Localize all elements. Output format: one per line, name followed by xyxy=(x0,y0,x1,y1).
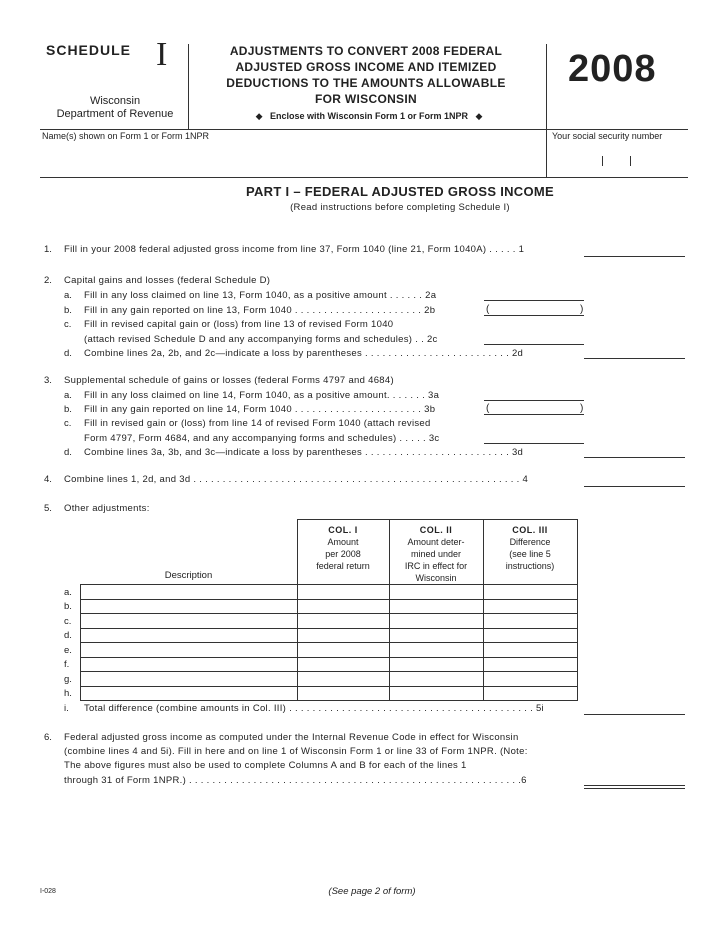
id-row-top-rule xyxy=(40,129,688,130)
row-a-col3[interactable] xyxy=(483,585,577,600)
header-divider-right xyxy=(546,44,547,129)
line-2b-close-paren: ) xyxy=(580,304,584,315)
line-3-number: 3. xyxy=(44,375,52,386)
row-e-col2[interactable] xyxy=(389,643,483,658)
table-row xyxy=(81,614,578,629)
col1-desc-2: per 2008 xyxy=(325,549,361,559)
line-6-text-4: through 31 of Form 1NPR.) . . . . . . . . . . . . . . . . . . . . . . . . . . . . . . . . . . . . . . . . . . . . . . . . . . . . . . . . .6 xyxy=(64,775,527,786)
dept-line1: Wisconsin xyxy=(89,95,141,107)
row-e-col1[interactable] xyxy=(297,643,389,658)
table-row xyxy=(81,585,578,600)
line-1-amount[interactable] xyxy=(584,256,685,257)
row-f-col2[interactable] xyxy=(389,657,483,672)
title-line-3: DEDUCTIONS TO THE AMOUNTS ALLOWABLE xyxy=(226,76,506,90)
col3-header xyxy=(483,520,577,585)
page-note: (See page 2 of form) xyxy=(328,886,416,897)
row-d-col2[interactable] xyxy=(389,628,483,643)
line-6-double-rule xyxy=(584,788,685,789)
col3-desc-1: Difference xyxy=(509,537,551,547)
adjustments-table xyxy=(80,519,578,701)
row-b-col1[interactable] xyxy=(297,599,389,614)
row-b-description[interactable] xyxy=(81,599,298,614)
title-line-2: ADJUSTED GROSS INCOME AND ITEMIZED xyxy=(235,60,497,74)
line-4-text: Combine lines 1, 2d, and 3d . . . . . . . . . . . . . . . . . . . . . . . . . . . . . . . . . . . . . . . . . . . . . . . . . . . . . . . . 4 xyxy=(64,474,529,485)
line-6-number: 6. xyxy=(44,732,52,743)
line-3a-number: a. xyxy=(64,390,72,401)
line-6-text-1: Federal adjusted gross income as computed under the Internal Revenue Code in effect for Wisconsin xyxy=(64,732,519,743)
col1-desc-1: Amount xyxy=(327,537,359,547)
col1-desc-3: federal return xyxy=(316,561,370,571)
line-2b-amount[interactable] xyxy=(484,315,584,316)
row-e-description[interactable] xyxy=(81,643,298,658)
line-3c-number: c. xyxy=(64,418,72,429)
row-label-g: g. xyxy=(64,674,72,685)
line-2b-text: Fill in any gain reported on line 13, Form 1040 . . . . . . . . . . . . . . . . . . . . . . 2b xyxy=(84,305,436,316)
tax-year: 2008 xyxy=(568,48,657,90)
row-d-col1[interactable] xyxy=(297,628,389,643)
diamond-icon: ◆ xyxy=(255,111,263,121)
row-h-col2[interactable] xyxy=(389,686,483,701)
line-2-text: Capital gains and losses (federal Schedule D) xyxy=(64,275,271,286)
ssn-label: Your social security number xyxy=(552,131,663,141)
line-5i-number: i. xyxy=(64,703,69,714)
header-divider-left xyxy=(188,44,189,129)
col3-desc-2: (see line 5 xyxy=(509,549,551,559)
col2-title: COL. II xyxy=(419,525,453,535)
row-b-col2[interactable] xyxy=(389,599,483,614)
row-g-col3[interactable] xyxy=(483,672,577,687)
row-e-col3[interactable] xyxy=(483,643,577,658)
line-3c-text-cont: Form 4797, Form 4684, and any accompanying forms and schedules) . . . . . 3c xyxy=(84,433,440,444)
names-label: Name(s) shown on Form 1 or Form 1NPR xyxy=(42,131,210,141)
row-g-col2[interactable] xyxy=(389,672,483,687)
id-row-bottom-rule xyxy=(40,177,688,178)
line-4-number: 4. xyxy=(44,474,52,485)
row-g-col1[interactable] xyxy=(297,672,389,687)
line-3d-text: Combine lines 3a, 3b, and 3c—indicate a loss by parentheses . . . . . . . . . . . . . . . . . . . . . . . . . 3d xyxy=(84,447,524,458)
row-a-col2[interactable] xyxy=(389,585,483,600)
line-1-text: Fill in your 2008 federal adjusted gross income from line 37, Form 1040 (line 21, Form 1040A) . . . . . 1 xyxy=(64,244,525,255)
form-title xyxy=(212,43,520,107)
row-label-e: e. xyxy=(64,645,72,656)
table-row xyxy=(81,686,578,701)
line-2c-number: c. xyxy=(64,319,72,330)
description-header: Description xyxy=(164,570,213,581)
line-2d-text: Combine lines 2a, 2b, and 2c—indicate a loss by parentheses . . . . . . . . . . . . . . . . . . . . . . . . . 2d xyxy=(84,348,524,359)
table-row xyxy=(81,672,578,687)
title-line-4: FOR WISCONSIN xyxy=(315,92,417,106)
col1-header xyxy=(297,520,389,585)
line-6-text-3: The above figures must also be used to complete Columns A and B for each of the lines 1 xyxy=(64,760,467,771)
row-a-col1[interactable] xyxy=(297,585,389,600)
row-h-col3[interactable] xyxy=(483,686,577,701)
row-a-description[interactable] xyxy=(81,585,298,600)
table-row xyxy=(81,657,578,672)
names-field[interactable] xyxy=(44,142,542,174)
row-label-f: f. xyxy=(64,659,70,670)
row-c-col2[interactable] xyxy=(389,614,483,629)
schedule-label: SCHEDULE xyxy=(46,42,132,58)
line-6-text-2: (combine lines 4 and 5i). Fill in here and on line 1 of Wisconsin Form 1 or line 33 of Form 1NPR. (Note: xyxy=(64,746,528,757)
row-g-description[interactable] xyxy=(81,672,298,687)
row-c-col1[interactable] xyxy=(297,614,389,629)
row-label-d: d. xyxy=(64,630,72,641)
line-2d-number: d. xyxy=(64,348,72,359)
line-2-number: 2. xyxy=(44,275,52,286)
col2-desc-1: Amount deter- xyxy=(407,537,465,547)
row-f-col3[interactable] xyxy=(483,657,577,672)
line-2b-open-paren: ( xyxy=(486,304,490,315)
line-2c-text-cont: (attach revised Schedule D and any accompanying forms and schedules) . . 2c xyxy=(84,334,438,345)
enclose-note xyxy=(224,111,514,122)
table-row xyxy=(81,628,578,643)
ssn-tick-2 xyxy=(630,156,631,166)
ssn-tick-1 xyxy=(602,156,603,166)
table-row xyxy=(81,599,578,614)
line-2a-number: a. xyxy=(64,290,72,301)
row-d-col3[interactable] xyxy=(483,628,577,643)
line-4-amount[interactable] xyxy=(584,486,685,487)
form-code: I-028 xyxy=(40,888,56,895)
ssn-field[interactable] xyxy=(550,142,686,174)
col2-desc-3: IRC in effect for xyxy=(404,561,468,571)
part-subtitle: (Read instructions before completing Schedule I) xyxy=(290,202,510,213)
line-3b-amount[interactable] xyxy=(484,414,584,415)
line-2d-amount[interactable] xyxy=(584,358,685,359)
description-header-cell xyxy=(81,520,298,585)
row-f-col1[interactable] xyxy=(297,657,389,672)
row-h-description[interactable] xyxy=(81,686,298,701)
line-3a-text: Fill in any loss claimed on line 14, Form 1040, as a positive amount. . . . . . . 3a xyxy=(84,390,440,401)
row-h-col1[interactable] xyxy=(297,686,389,701)
col3-desc-3: instructions) xyxy=(505,561,555,571)
col2-desc-2: mined under xyxy=(410,549,462,559)
row-label-a: a. xyxy=(64,587,72,598)
col3-title: COL. III xyxy=(512,525,548,535)
dept-line2: Department of Revenue xyxy=(56,108,174,120)
part-title: PART I – FEDERAL ADJUSTED GROSS INCOME xyxy=(245,184,555,199)
col2-desc-4: Wisconsin xyxy=(415,573,457,583)
row-label-h: h. xyxy=(64,688,72,699)
row-label-b: b. xyxy=(64,601,72,612)
line-6-amount[interactable] xyxy=(584,785,685,786)
row-label-c: c. xyxy=(64,616,72,627)
line-3c-text: Fill in revised gain or (loss) from line 14 of revised Form 1040 (attach revised xyxy=(84,418,431,429)
enclose-text: Enclose with Wisconsin Form 1 or Form 1NPR xyxy=(270,111,468,121)
id-row-divider xyxy=(546,129,547,177)
line-3b-close-paren: ) xyxy=(580,403,584,414)
line-2a-amount[interactable] xyxy=(484,300,584,301)
line-2a-text: Fill in any loss claimed on line 13, Form 1040, as a positive amount . . . . . . 2a xyxy=(84,290,437,301)
line-3d-number: d. xyxy=(64,447,72,458)
row-b-col3[interactable] xyxy=(483,599,577,614)
schedule-letter: I xyxy=(156,36,168,73)
row-c-description[interactable] xyxy=(81,614,298,629)
line-3d-amount[interactable] xyxy=(584,457,685,458)
line-5i-amount[interactable] xyxy=(584,714,685,715)
line-3-text: Supplemental schedule of gains or losses (federal Forms 4797 and 4684) xyxy=(64,375,394,386)
line-2b-number: b. xyxy=(64,305,72,316)
row-f-description[interactable] xyxy=(81,657,298,672)
line-3b-open-paren: ( xyxy=(486,403,490,414)
title-line-1: ADJUSTMENTS TO CONVERT 2008 FEDERAL xyxy=(229,44,503,58)
col2-header xyxy=(389,520,483,585)
table-row xyxy=(81,643,578,658)
row-d-description[interactable] xyxy=(81,628,298,643)
line-2c-text: Fill in revised capital gain or (loss) from line 13 of revised Form 1040 xyxy=(84,319,394,330)
line-5-number: 5. xyxy=(44,503,52,514)
line-3b-number: b. xyxy=(64,404,72,415)
col1-title: COL. I xyxy=(328,525,358,535)
row-c-col3[interactable] xyxy=(483,614,577,629)
line-1-number: 1. xyxy=(44,244,52,255)
diamond-icon: ◆ xyxy=(475,111,483,121)
line-3b-text: Fill in any gain reported on line 14, Form 1040 . . . . . . . . . . . . . . . . . . . . . . 3b xyxy=(84,404,436,415)
line-3a-amount[interactable] xyxy=(484,400,584,401)
line-2c-amount[interactable] xyxy=(484,344,584,345)
line-3c-amount[interactable] xyxy=(484,443,584,444)
line-5i-text: Total difference (combine amounts in Col. III) . . . . . . . . . . . . . . . . . . . . . . . . . . . . . . . . . . . . . . . . . . 5i xyxy=(84,703,544,714)
line-5-text: Other adjustments: xyxy=(64,503,150,514)
